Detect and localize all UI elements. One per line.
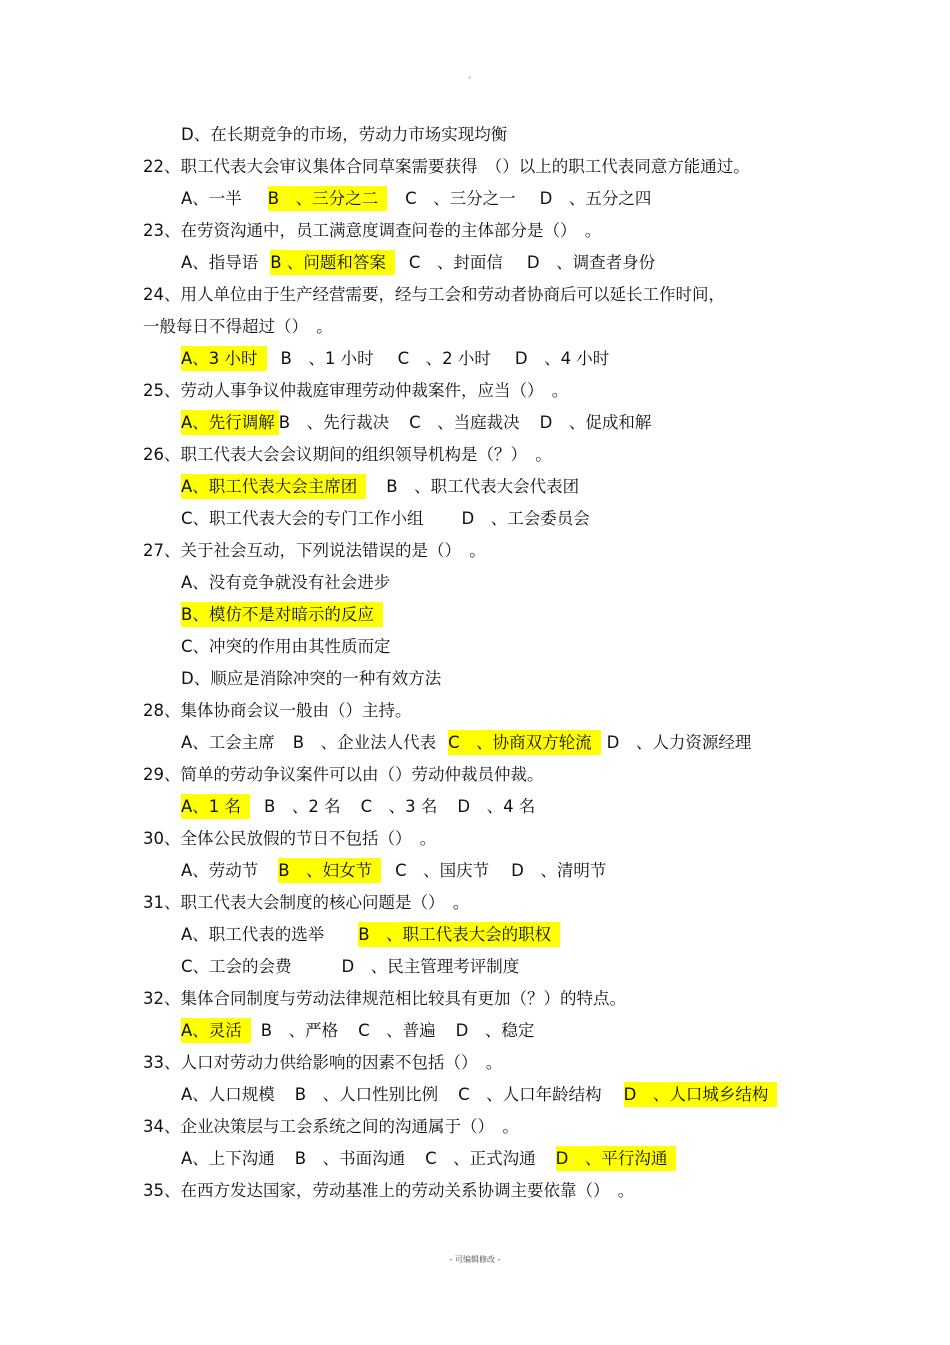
q32-option-c: C 、普遍 [358,1021,436,1040]
q35-stem: 35、在西方发达国家，劳动基准上的劳动关系协调主要依靠（） 。 [143,1181,635,1200]
q29-options [181,792,535,822]
q25-option-c: C 、当庭裁决 [409,413,520,432]
q33-options [181,1080,777,1110]
q22-option-d: D 、五分之四 [539,189,652,208]
q23-option-b-answer: B 、问题和答案 [270,250,395,275]
q24-stem-line2: 一般每日不得超过（） 。 [143,317,333,336]
q32-option-d: D 、稳定 [455,1021,535,1040]
q26-options-row1 [181,472,579,502]
q29-stem: 29、简单的劳动争议案件可以由（）劳动仲裁员仲裁。 [143,765,544,784]
q27-option-c: C、冲突的作用由其性质而定 [181,637,391,656]
q34-option-b: B 、书面沟通 [294,1149,406,1168]
q32-options [181,1016,534,1046]
q31-options-row1 [181,920,560,950]
q22-option-a: A、一半 [181,189,242,208]
q32-stem: 32、集体合同制度与劳动法律规范相比较具有更加（？）的特点。 [143,989,626,1008]
q27-option-b-row [181,600,383,630]
q25-option-d: D 、促成和解 [539,413,652,432]
q24-stem-line1: 24、用人单位由于生产经营需要，经与工会和劳动者协商后可以延长工作时间， [143,285,725,304]
q26-option-c: C、职工代表大会的专门工作小组 [181,509,424,528]
q26-option-b: B 、职工代表大会代表团 [386,477,580,496]
q23-stem: 23、在劳资沟通中，员工满意度调查问卷的主体部分是（） 。 [143,221,602,240]
q34-options [181,1144,676,1174]
q31-option-a: A、职工代表的选举 [181,925,325,944]
q32-option-b: B 、严格 [260,1021,339,1040]
q28-stem: 28、集体协商会议一般由（）主持。 [143,701,412,720]
q31-stem: 31、职工代表大会制度的核心问题是（） 。 [143,893,470,912]
q30-stem: 30、全体公民放假的节日不包括（） 。 [143,829,437,848]
q22-options [181,184,651,214]
q33-option-b: B 、人口性别比例 [294,1085,439,1104]
q25-options [181,408,651,438]
q26-option-d: D 、工会委员会 [461,509,590,528]
q25-stem: 25、劳动人事争议仲裁庭审理劳动仲裁案件，应当（） 。 [143,381,569,400]
q28-option-b: B 、企业法人代表 [292,733,437,752]
q31-option-c: C、工会的会费 [181,957,292,976]
q25-option-b: B 、先行裁决 [278,413,390,432]
q23-option-c: C 、封面信 [408,253,503,272]
q30-option-a: A、劳动节 [181,861,259,880]
q23-option-d: D 、调查者身份 [526,253,656,272]
q22-stem: 22、职工代表大会审议集体合同草案需要获得 （）以上的职工代表同意方能通过。 [143,157,750,176]
q27-stem: 27、关于社会互动，下列说法错误的是（） 。 [143,541,486,560]
q33-option-d-answer: D 、人口城乡结构 [624,1082,778,1107]
q28-options [181,728,751,758]
q34-option-a: A、上下沟通 [181,1149,275,1168]
q22-option-c: C 、三分之一 [405,189,516,208]
q27-option-d: D、顺应是消除冲突的一种有效方法 [181,669,442,688]
q25-option-a-answer: A、先行调解 [181,410,279,435]
q33-option-c: C 、人口年龄结构 [458,1085,602,1104]
q31-options-row2 [181,952,519,982]
q23-option-a: A、指导语 [181,253,259,272]
q26-stem: 26、职工代表大会会议期间的组织领导机构是（？） 。 [143,445,552,464]
q28-option-d: D 、人力资源经理 [606,733,752,752]
q29-option-b: B 、2 名 [264,797,341,816]
q30-option-c: C 、国庆节 [395,861,490,880]
q24-option-d: D 、4 小时 [514,349,610,368]
header-mark: 。 [468,71,478,81]
q21-option-d: D、在长期竞争的市场，劳动力市场实现均衡 [181,125,508,144]
q24-options [181,344,609,374]
q28-option-c-answer: C 、协商双方轮流 [448,730,601,755]
q24-option-c: C 、2 小时 [397,349,491,368]
q27-option-a: A、没有竞争就没有社会进步 [181,573,391,592]
q30-options [181,856,606,886]
q27-option-b-answer: B、模仿不是对暗示的反应 [181,602,383,627]
q29-option-d: D 、4 名 [457,797,536,816]
q32-option-a-answer: A、灵活 [181,1018,251,1043]
q26-options-row2 [181,504,590,534]
page-footer: - 可编辑修改 - [449,1255,501,1264]
q34-option-d-answer: D 、平行沟通 [556,1146,677,1171]
q28-option-a: A、工会主席 [181,733,275,752]
q24-option-a-answer: A、3 小时 [181,346,267,371]
q23-options [181,248,655,278]
q29-option-a-answer: A、1 名 [181,794,250,819]
q24-option-b: B 、1 小时 [280,349,374,368]
q22-option-b-answer: B 、三分之二 [268,186,387,211]
q26-option-a-answer: A、职工代表大会主席团 [181,474,366,499]
q33-stem: 33、人口对劳动力供给影响的因素不包括（） 。 [143,1053,503,1072]
q31-option-b-answer: B 、职工代表大会的职权 [358,922,560,947]
q34-stem: 34、企业决策层与工会系统之间的沟通属于（） 。 [143,1117,519,1136]
q30-option-b-answer: B 、妇女节 [278,858,381,883]
q31-option-d: D 、民主管理考评制度 [341,957,520,976]
q33-option-a: A、人口规模 [181,1085,275,1104]
q30-option-d: D 、清明节 [511,861,607,880]
q34-option-c: C 、正式沟通 [425,1149,536,1168]
q29-option-c: C 、3 名 [360,797,438,816]
